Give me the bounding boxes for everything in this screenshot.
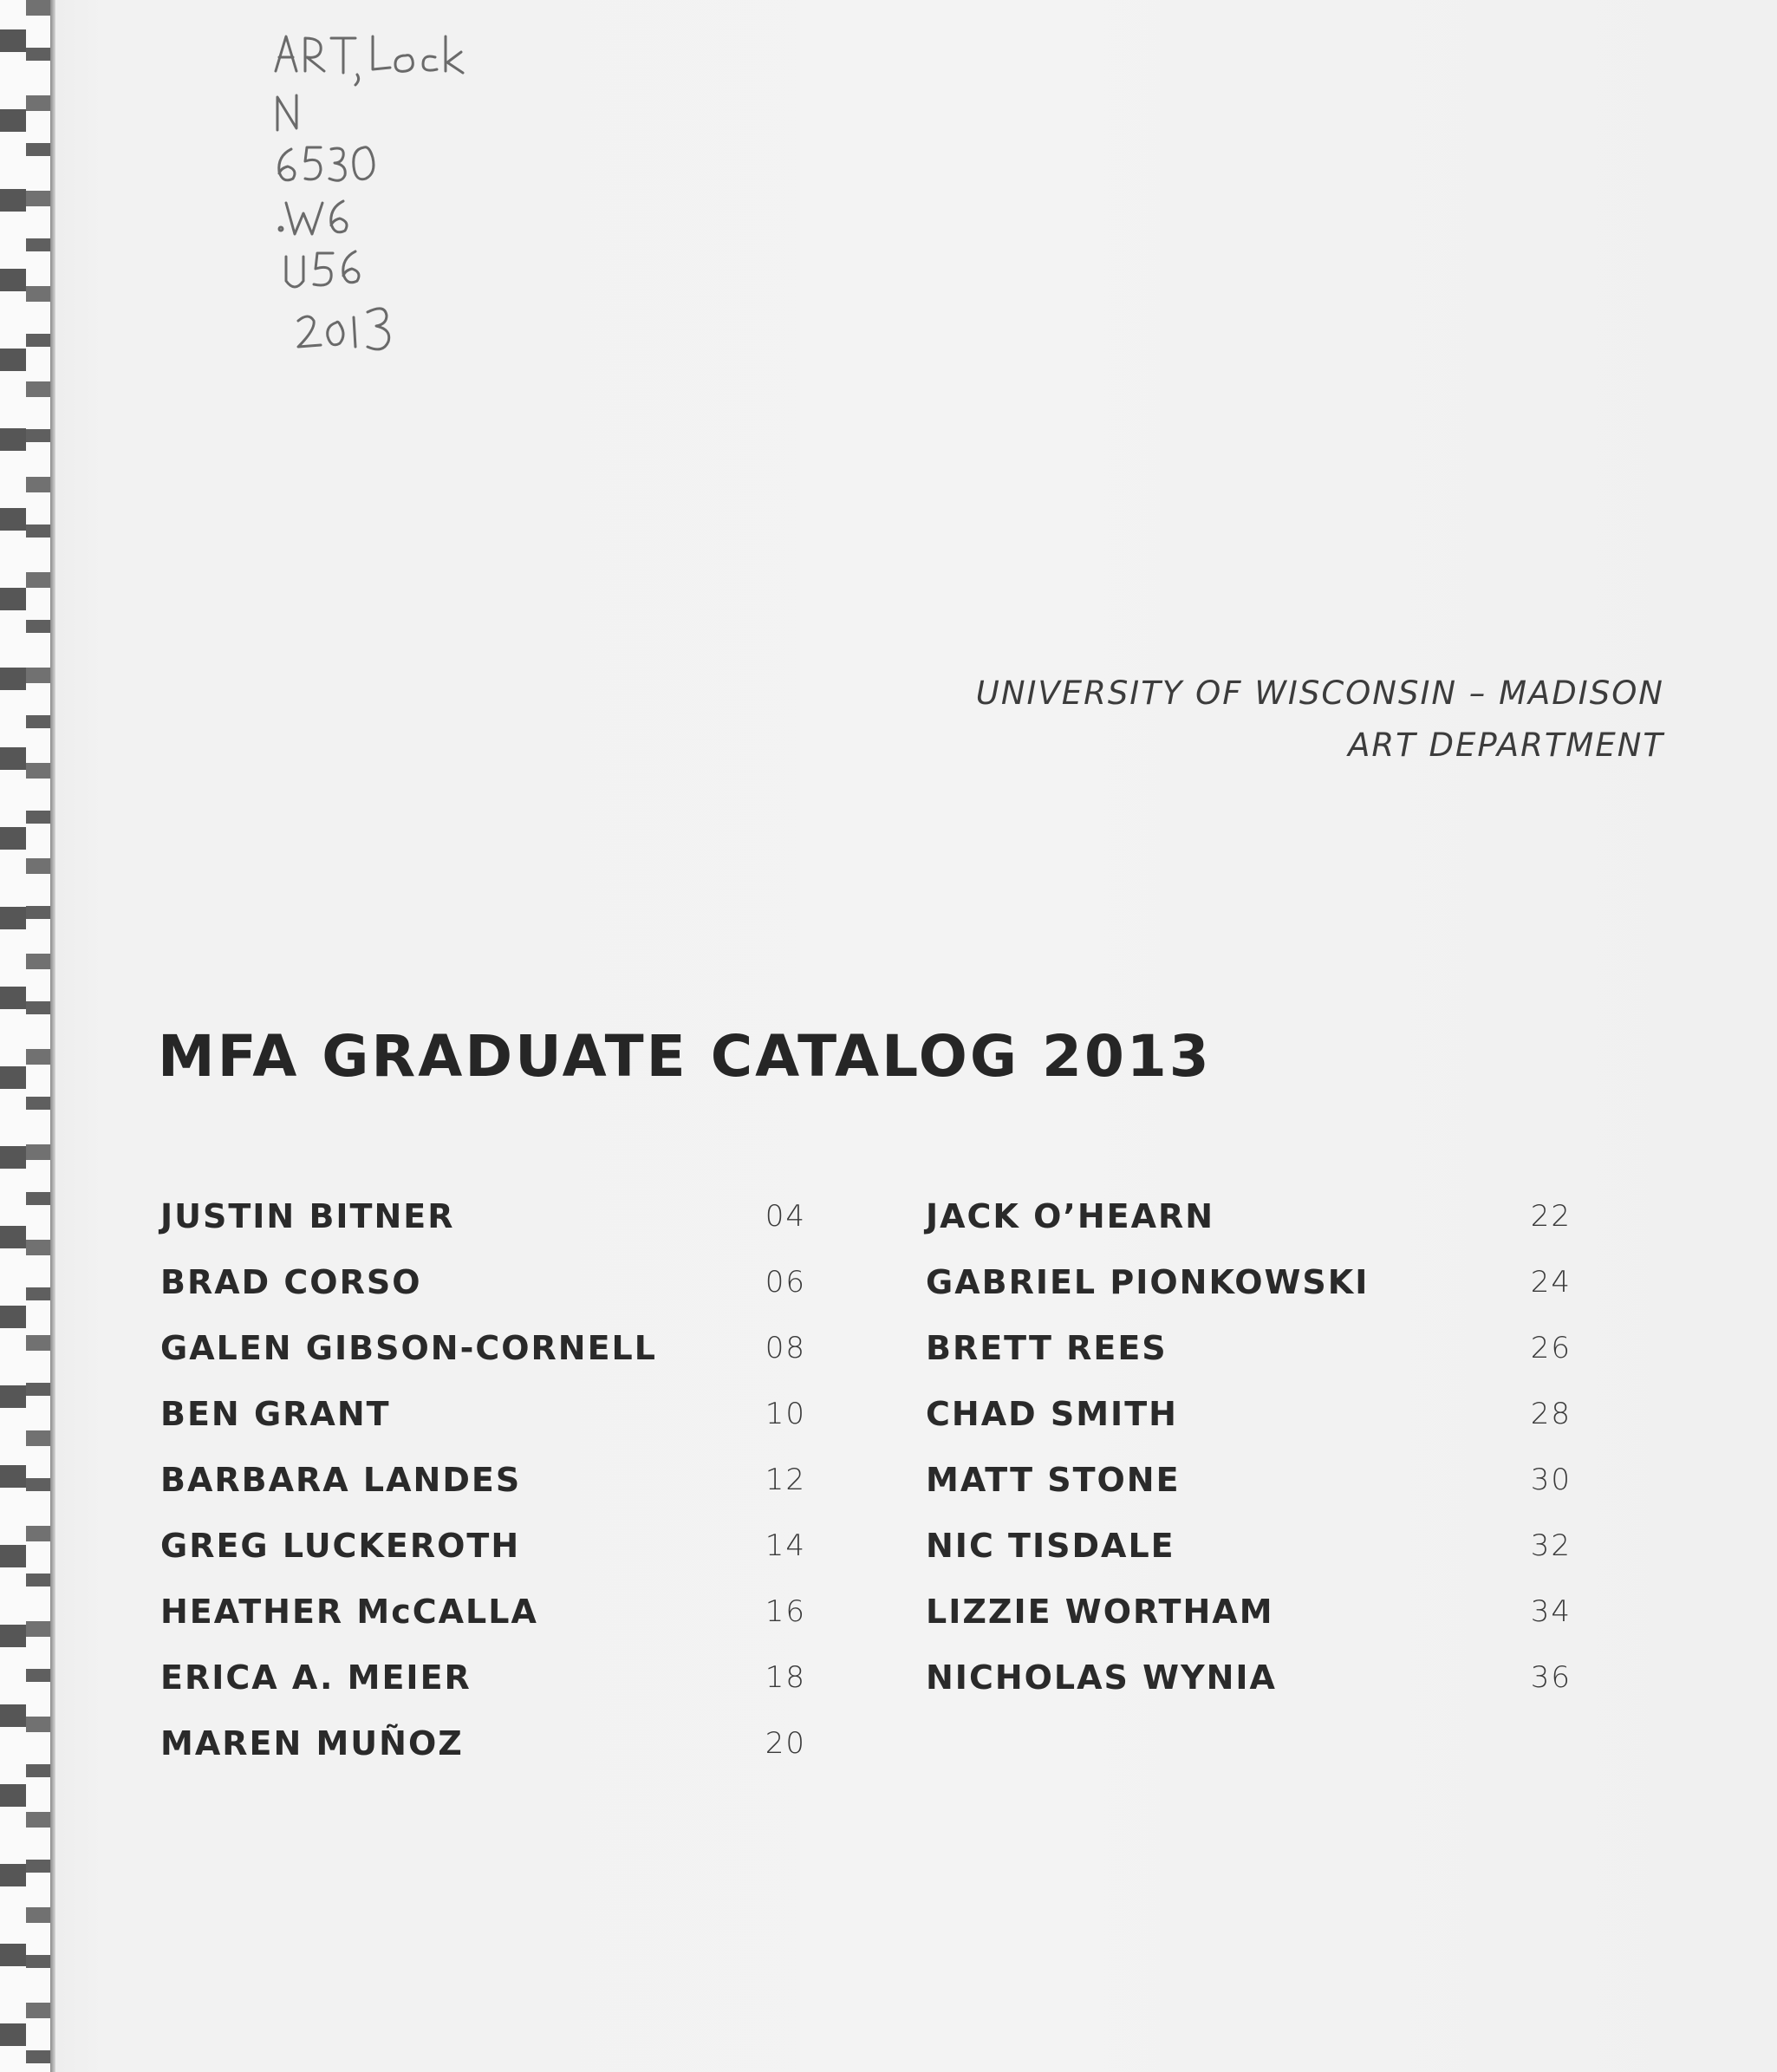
binding-pattern <box>0 0 52 2072</box>
contents-entry <box>926 1192 1572 1258</box>
contents-entry <box>926 1390 1572 1456</box>
page-number: 34 <box>1530 1594 1572 1629</box>
contents-entry <box>926 1456 1572 1521</box>
contents-entry <box>160 1258 806 1324</box>
page-edge <box>50 0 55 2072</box>
page-number: 06 <box>765 1265 806 1300</box>
catalog-title: MFA GRADUATE CATALOG 2013 <box>158 1023 1212 1090</box>
page-number: 20 <box>765 1726 806 1761</box>
artist-name: BEN GRANT <box>160 1395 391 1433</box>
contents-entry <box>160 1587 806 1653</box>
contents-entry <box>926 1258 1572 1324</box>
page-number: 26 <box>1530 1331 1572 1365</box>
page-number: 28 <box>1530 1397 1572 1431</box>
artist-name: BARBARA LANDES <box>160 1461 522 1499</box>
artist-name: GABRIEL PIONKOWSKI <box>926 1263 1370 1301</box>
artist-name: GALEN GIBSON-CORNELL <box>160 1329 657 1367</box>
page-number: 14 <box>765 1528 806 1563</box>
contents-right-column <box>926 1192 1572 1719</box>
artist-name: GREG LUCKEROTH <box>160 1527 521 1565</box>
contents-entry <box>926 1324 1572 1390</box>
artist-name: MAREN MUÑOZ <box>160 1724 464 1763</box>
contents-entry <box>160 1324 806 1390</box>
artist-name: CHAD SMITH <box>926 1395 1178 1433</box>
contents-entry <box>160 1653 806 1719</box>
contents-left-column <box>160 1192 806 1785</box>
artist-name: ERICA A. MEIER <box>160 1658 472 1697</box>
artist-name: BRAD CORSO <box>160 1263 422 1301</box>
artist-name: LIZZIE WORTHAM <box>926 1593 1274 1631</box>
page-number: 10 <box>765 1397 806 1431</box>
contents-entry <box>160 1192 806 1258</box>
artist-name: BRETT REES <box>926 1329 1168 1367</box>
page-number: 08 <box>765 1331 806 1365</box>
contents-entry <box>160 1390 806 1456</box>
artist-name: NICHOLAS WYNIA <box>926 1658 1277 1697</box>
university-name: UNIVERSITY OF WISCONSIN – MADISON <box>975 674 1664 712</box>
page-number: 36 <box>1530 1660 1572 1695</box>
contents-entry <box>926 1521 1572 1587</box>
page-number: 18 <box>765 1660 806 1695</box>
contents-entry <box>926 1587 1572 1653</box>
artist-name: JACK O’HEARN <box>926 1197 1215 1235</box>
contents-entry <box>160 1521 806 1587</box>
page-number: 32 <box>1530 1528 1572 1563</box>
contents-entry <box>160 1719 806 1785</box>
department-name: ART DEPARTMENT <box>1348 727 1664 764</box>
artist-name: MATT STONE <box>926 1461 1181 1499</box>
page-number: 24 <box>1530 1265 1572 1300</box>
page-number: 04 <box>765 1199 806 1234</box>
artist-name: NIC TISDALE <box>926 1527 1175 1565</box>
artist-name: HEATHER McCALLA <box>160 1593 538 1631</box>
page-number: 30 <box>1530 1463 1572 1497</box>
contents-entry <box>926 1653 1572 1719</box>
page-number: 12 <box>765 1463 806 1497</box>
page-number: 16 <box>765 1594 806 1629</box>
contents-entry <box>160 1456 806 1521</box>
binding-strip <box>0 0 52 2072</box>
artist-name: JUSTIN BITNER <box>160 1197 455 1235</box>
page-number: 22 <box>1530 1199 1572 1234</box>
institution-header <box>976 668 1664 772</box>
handwritten-call-number <box>260 17 555 364</box>
